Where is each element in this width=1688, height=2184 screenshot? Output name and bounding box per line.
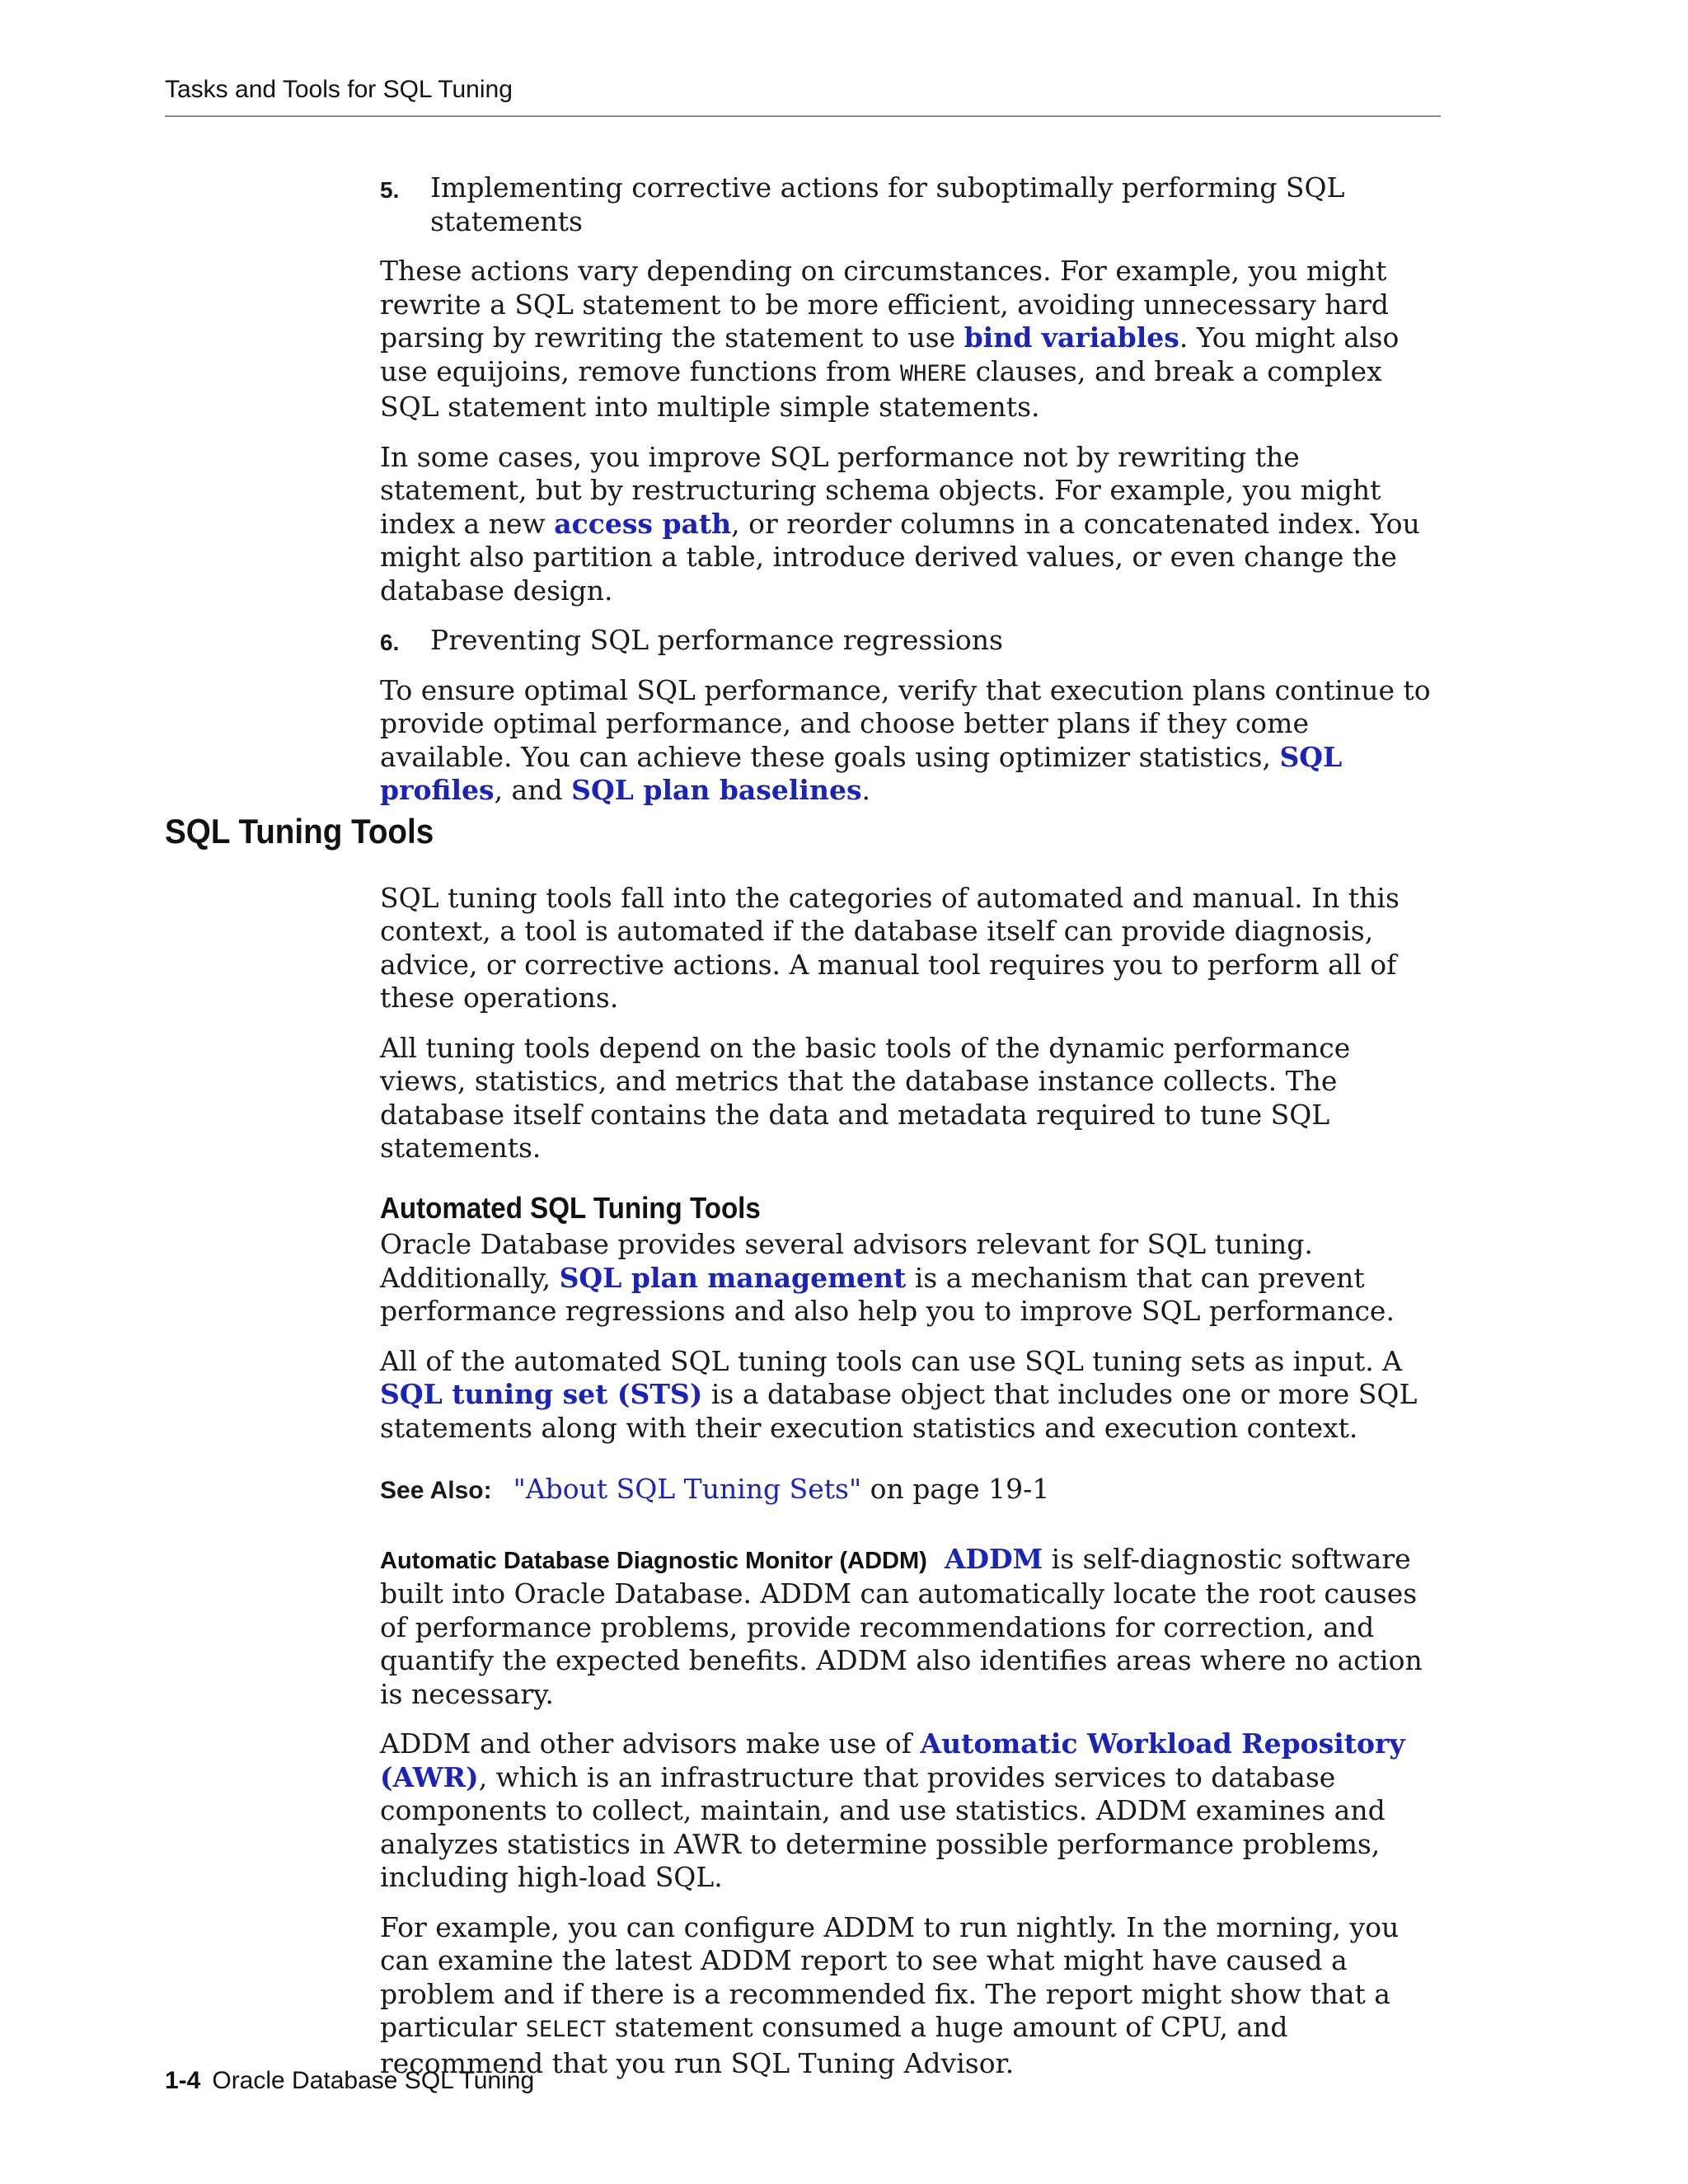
step-5-paragraph-1: These actions vary depending on circumstances. For example, you might rewrite a SQL statement to be more efficient, avoiding unnecessary hard parsing by rewriting the statement to use bind variables. You might also use equijoins, remove functions from WHERE clauses, and break a complex SQL statement into multiple simple statements. (380, 255, 1400, 423)
subsection-paragraph-2: All of the automated SQL tuning tools can use SQL tuning sets as input. A SQL tuning set (STS) is a database object that includes one or more SQL statements along with their execution statistics and execution context. (380, 1344, 1418, 1444)
link-access-path[interactable]: access path (554, 507, 732, 540)
link-sql-profiles[interactable]: SQL profiles (380, 740, 1343, 806)
section-paragraph-1: SQL tuning tools fall into the categories of automated and manual. In this context, a tool is automated if the database itself can provide diagnosis, advice, or corrective actions. A manual tool requires you to perform all of these operations. (380, 881, 1400, 1014)
addm-paragraph-1: Automatic Database Diagnostic Monitor (ADDM) ADDM is self-diagnostic software built into Oracle Database. ADDM can automatically locate the root causes of performance problems, provide recommendations for correction, and quantify the expected benefits. ADDM also identifies areas where no action is necessary. (380, 1542, 1423, 1710)
page-footer (165, 2067, 534, 2095)
header-rule (165, 115, 1441, 117)
link-awr[interactable]: Automatic Workload Repository (AWR) (380, 1727, 1405, 1793)
step-number: 6. (380, 630, 400, 655)
addm-runin-heading: Automatic Database Diagnostic Monitor (ADDM) (380, 1547, 927, 1574)
link-addm[interactable]: ADDM (944, 1542, 1043, 1575)
section-title: SQL Tuning Tools (165, 811, 434, 851)
step-5 (380, 171, 1442, 238)
link-sql-tuning-set[interactable]: SQL tuning set (STS) (380, 1378, 703, 1410)
code-where: WHERE (899, 360, 968, 387)
main-content (380, 171, 1442, 2080)
see-also-label: See Also: (380, 1477, 492, 1504)
link-sql-plan-baselines[interactable]: SQL plan baselines (571, 774, 862, 806)
step-5-paragraph-2: In some cases, you improve SQL performance not by rewriting the statement, but by restructuring schema objects. For example, you might index a new access path, or reorder columns in a concatenated index. You might also partition a table, introduce derived values, or even change the database design. (380, 440, 1420, 607)
see-also-note: See Also: "About SQL Tuning Sets" on page 19-1 (380, 1473, 1050, 1505)
step-title: Implementing corrective actions for suboptimally performing SQL statements (430, 171, 1345, 237)
page-number: 1-4 (165, 2067, 201, 2094)
subsection-paragraph-1: Oracle Database provides several advisors relevant for SQL tuning. Additionally, SQL plan management is a mechanism that can prevent performance regressions and also help you to improve SQL performance. (380, 1228, 1395, 1327)
book-title: Oracle Database SQL Tuning (212, 2067, 535, 2094)
section-paragraph-2: All tuning tools depend on the basic tools of the dynamic performance views, statistics, and metrics that the database instance collects. The database itself contains the data and metadata required to tune SQL statements. (380, 1031, 1351, 1164)
running-header: Tasks and Tools for SQL Tuning (165, 76, 513, 103)
addm-paragraph-3: For example, you can configure ADDM to run nightly. In the morning, you can examine the latest ADDM report to see what might have caused a problem and if there is a recommended fix. The report might show that a particular SELECT statement consumed a huge amount of CPU, and recommend that you run SQL Tuning Advisor. (380, 1910, 1400, 2079)
link-sql-plan-management[interactable]: SQL plan management (559, 1261, 907, 1294)
link-about-sql-tuning-sets[interactable]: "About SQL Tuning Sets" (513, 1473, 862, 1505)
code-select: SELECT (525, 2017, 607, 2042)
link-bind-variables[interactable]: bind variables (964, 321, 1179, 354)
subsection-title: Automated SQL Tuning Tools (380, 1190, 761, 1225)
step-number: 5. (380, 177, 400, 203)
step-6 (380, 624, 1442, 658)
step-6-paragraph-1: To ensure optimal SQL performance, verify that execution plans continue to provide optimal performance, and choose better plans if they come available. You can achieve these goals using optimizer statistics, SQL profiles, and SQL plan baselines. (380, 673, 1431, 806)
step-title: Preventing SQL performance regressions (430, 624, 1003, 656)
addm-paragraph-2: ADDM and other advisors make use of Automatic Workload Repository (AWR), which is an infrastructure that provides services to database components to collect, maintain, and use statistics. ADDM examines and analyzes statistics in AWR to determine possible performance problems, including high-load SQL. (380, 1727, 1405, 1893)
